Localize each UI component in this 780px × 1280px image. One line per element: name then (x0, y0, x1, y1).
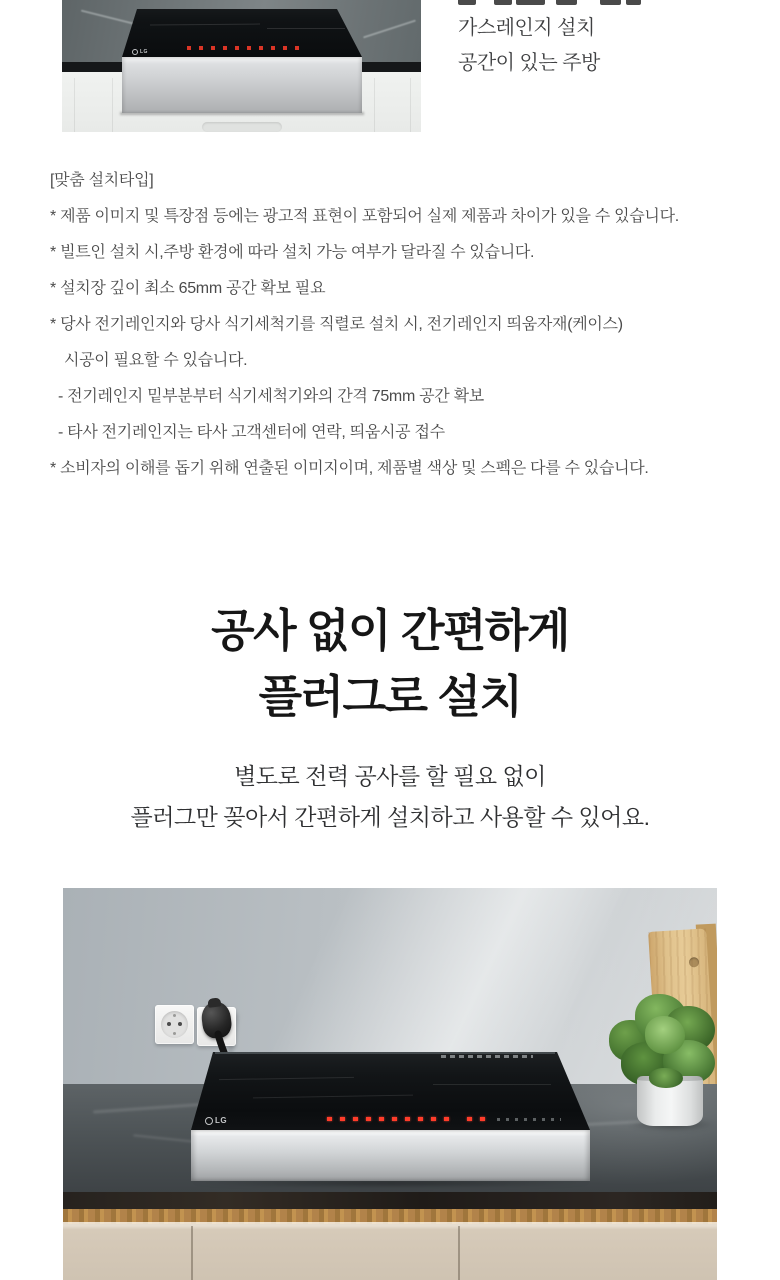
disclaimer-line: * 소비자의 이해를 돕기 위해 연출된 이미지이며, 제품별 색상 및 스펙은 다를 수 있습니다. (50, 460, 649, 477)
plant-foliage-front (649, 1068, 683, 1088)
burner-zone-line (219, 1077, 354, 1080)
top-caption (458, 11, 600, 81)
section-subheadline (0, 756, 780, 838)
subheadline-line: 플러그만 꽂아서 간편하게 설치하고 사용할 수 있어요. (130, 804, 650, 830)
cabinet-seam (191, 1226, 193, 1280)
section-headline (0, 598, 780, 730)
text-fragment (600, 0, 621, 5)
lg-logo-text: LG (215, 1116, 228, 1125)
disclaimer-line: 시공이 필요할 수 있습니다. (64, 352, 248, 369)
cabinet-panel-line (410, 78, 411, 132)
disclaimer-line: - 전기레인지 밑부분부터 식기세척기와의 간격 75mm 공간 확보 (58, 388, 484, 405)
control-indicators-red (327, 1117, 455, 1121)
drawer-handle (202, 122, 282, 132)
text-fragment (626, 0, 641, 5)
cooktop-back-rim (215, 1052, 555, 1054)
control-indicators-red (467, 1117, 493, 1121)
cooktop-front-panel (122, 57, 362, 113)
text-fragment (494, 0, 512, 5)
lg-logo-icon (132, 49, 138, 55)
burner-zone-line (253, 1095, 413, 1099)
wood-trim (63, 1209, 717, 1224)
cabinet-panel-line (112, 78, 113, 132)
cabinet-panel-line (74, 78, 75, 132)
lg-logo (132, 49, 148, 55)
headline-line: 플러그로 설치 (258, 671, 522, 722)
subheadline-line: 별도로 전력 공사를 할 필요 없이 (234, 763, 546, 789)
headline-line: 공사 없이 간편하게 (211, 605, 569, 656)
cooktop-top-surface (191, 1052, 591, 1130)
disclaimer-line: * 당사 전기레인지와 당사 식기세척기를 직렬로 설치 시, 전기레인지 띄움자재(케이스) (50, 316, 623, 333)
disclaimer-line: * 제품 이미지 및 특장점 등에는 광고적 표현이 포함되어 실제 제품과 차이가 있을 수 있습니다. (50, 208, 679, 225)
lg-logo-text: LG (140, 49, 148, 55)
caption-line: 공간이 있는 주방 (458, 52, 600, 74)
cabinet-front (63, 1224, 717, 1280)
cabinet-seam (458, 1226, 460, 1280)
cabinet-panel-line (374, 78, 375, 132)
bottom-product-photo (63, 888, 717, 1280)
disclaimer-line: * 빌트인 설치 시,주방 환경에 따라 설치 가능 여부가 달라질 수 있습니다. (50, 244, 535, 261)
top-product-photo (62, 0, 421, 132)
burner-zone-line (433, 1084, 551, 1085)
disclaimer-line: * 설치장 깊이 최소 65mm 공간 확보 필요 (50, 280, 326, 297)
caption-line: 가스레인지 설치 (458, 17, 595, 39)
disclaimer-line: [맞춤 설치타입] (50, 172, 154, 189)
lg-logo-icon (205, 1117, 213, 1125)
cooktop-model-label (441, 1055, 533, 1058)
burner-zone-line (150, 24, 260, 26)
control-indicators (187, 46, 305, 50)
counter-front-edge (63, 1192, 717, 1209)
burner-zone-line (267, 28, 345, 29)
control-indicators-dim (497, 1118, 561, 1121)
disclaimer-notes (50, 163, 679, 487)
lg-logo (205, 1116, 227, 1125)
cooktop-front-panel (191, 1130, 590, 1181)
text-fragment (516, 0, 545, 5)
disclaimer-line: - 타사 전기레인지는 타사 고객센터에 연락, 띄움시공 접수 (58, 424, 445, 441)
text-fragment (556, 0, 577, 5)
text-fragment (458, 0, 476, 5)
plant-foliage (645, 1016, 685, 1054)
